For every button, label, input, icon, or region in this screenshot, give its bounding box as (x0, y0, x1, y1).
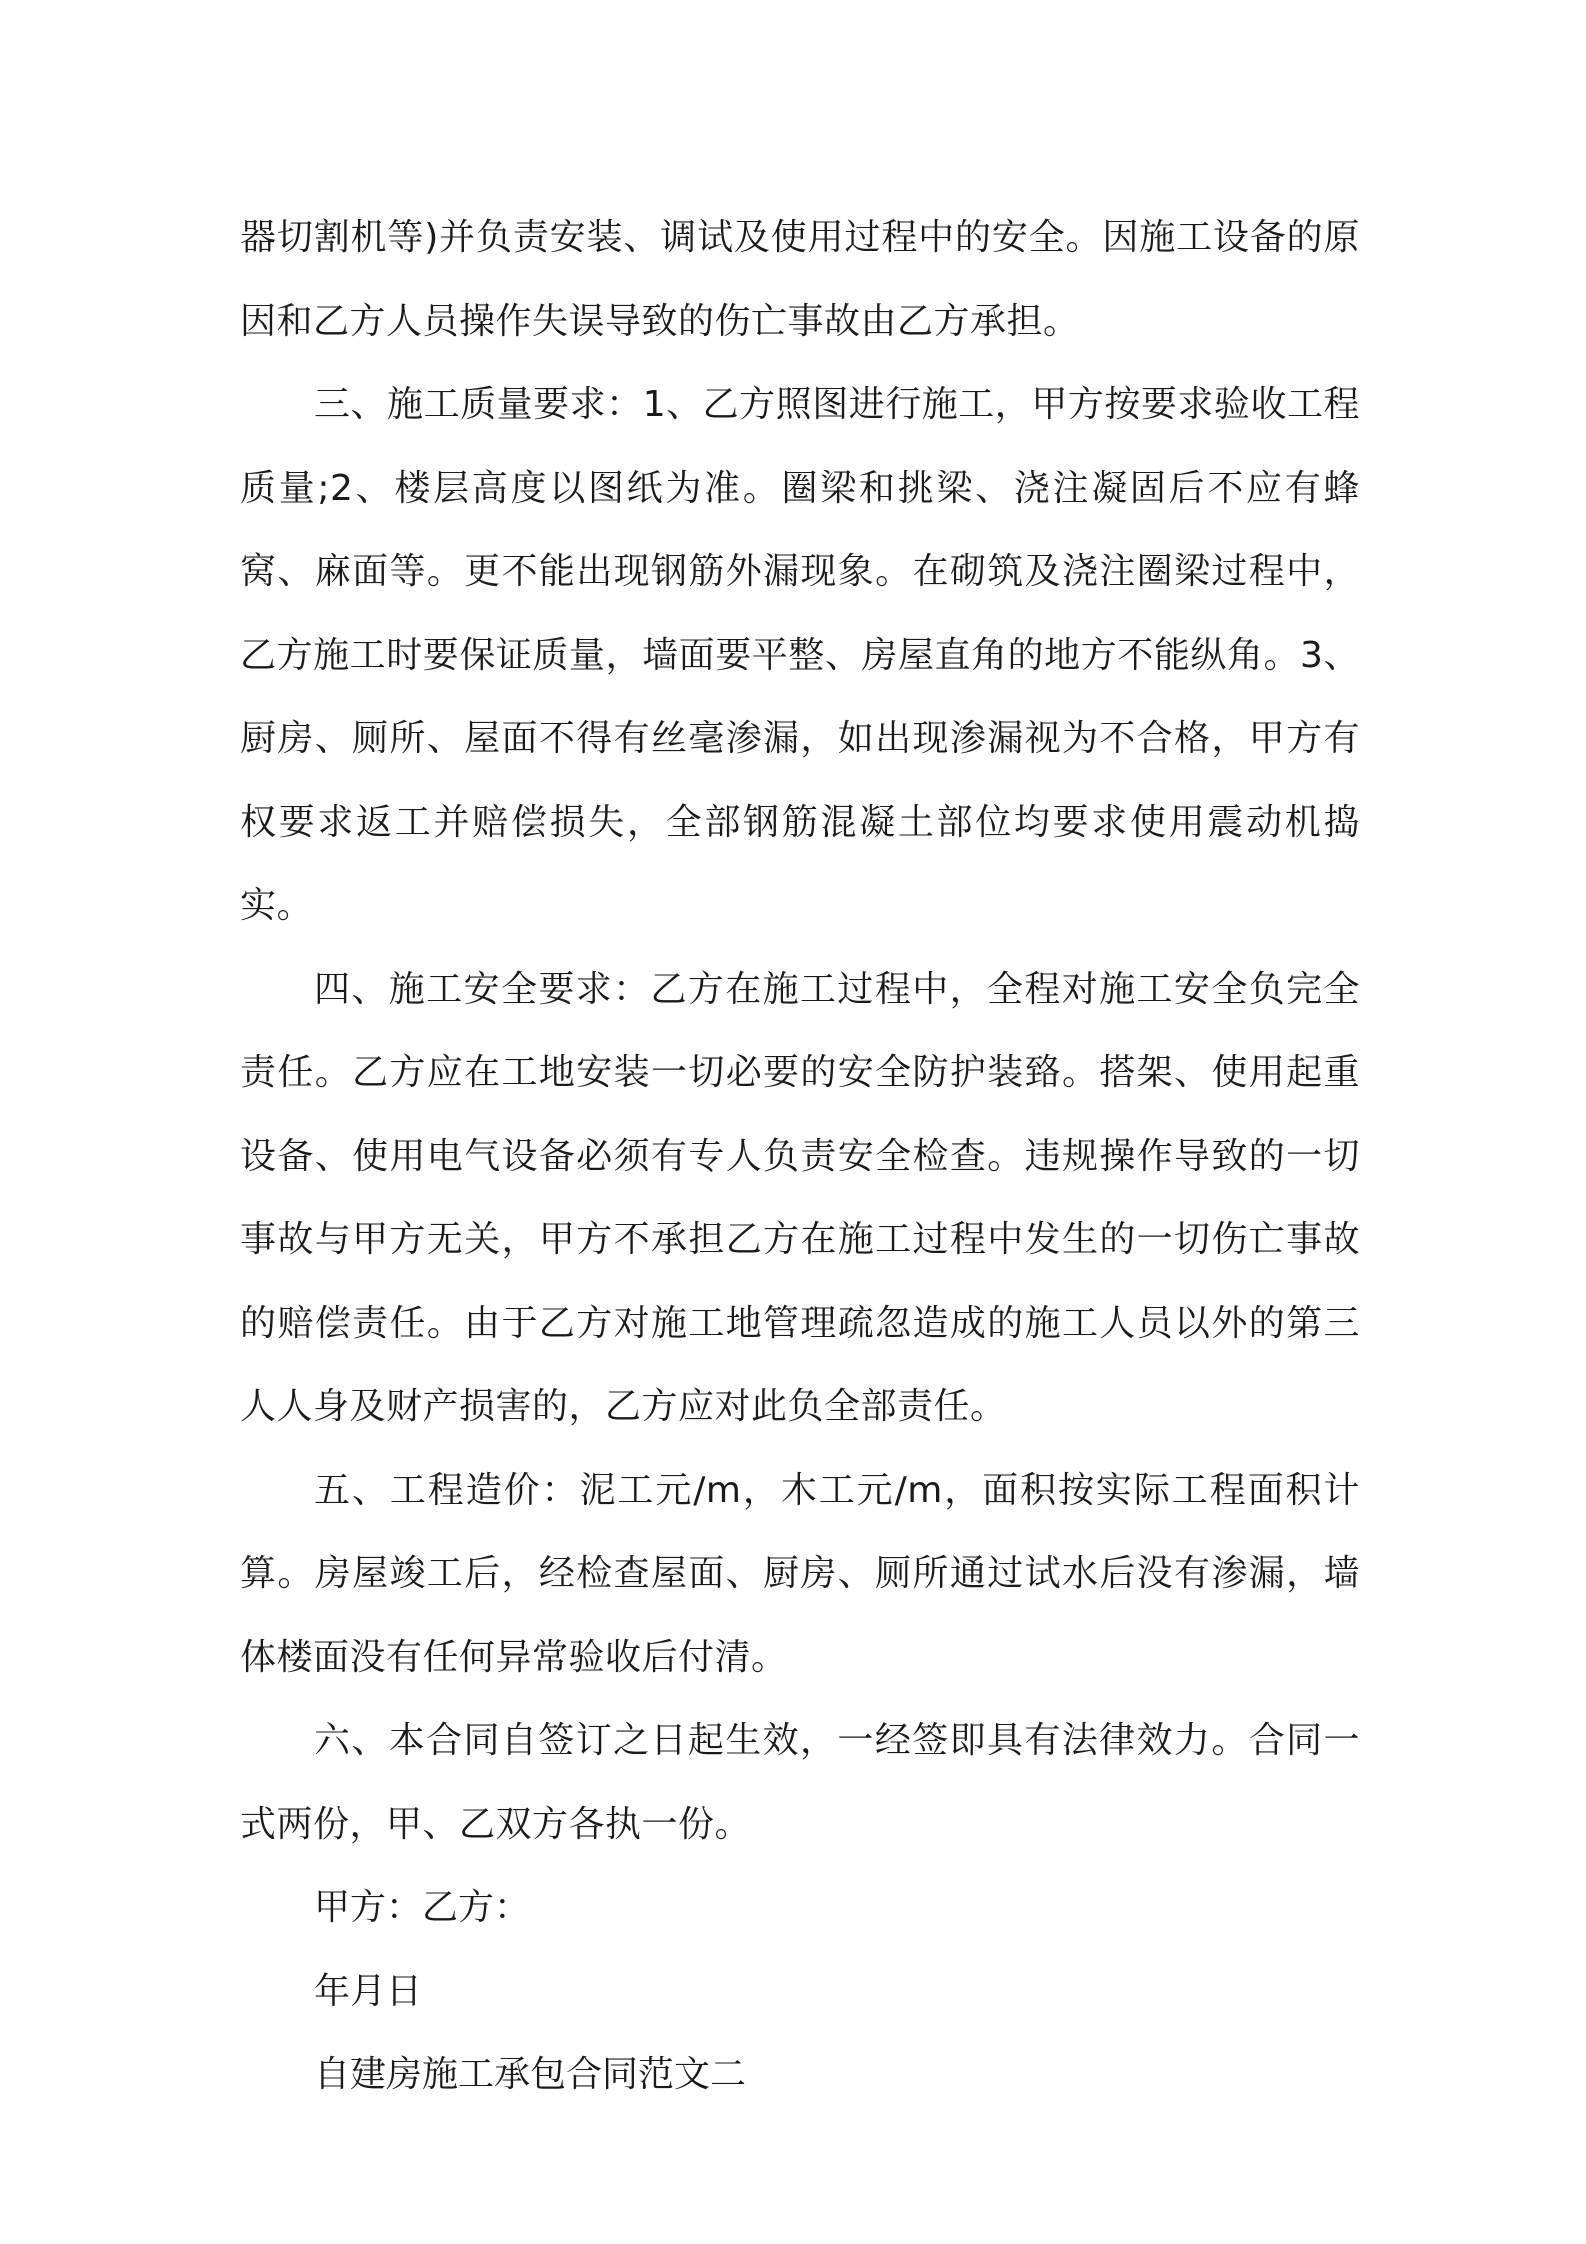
paragraph-contract-effect: 六、本合同自签订之日起生效，一经签即具有法律效力。合同一式两份，甲、乙双方各执一份。 (240, 1720, 1360, 1845)
paragraph-continuation: 器切割机等)并负责安装、调试及使用过程中的安全。因施工设备的原因和乙方人员操作失误导致的伤亡事故由乙方承担。 (240, 217, 1360, 342)
next-contract-title: 自建房施工承包合同范文二 (314, 2054, 747, 2095)
date-line: 年月日 (314, 1970, 423, 2012)
signature-line: 甲方：乙方： (314, 1887, 531, 1928)
document-body (240, 196, 1360, 2117)
paragraph-quality-requirements: 三、施工质量要求：1、乙方照图进行施工，甲方按要求验收工程质量;2、楼层高度以图纸为准。圈梁和挑梁、浇注凝固后不应有蜂窝、麻面等。更不能出现钢筋外漏现象。在砌筑及浇注圈梁过程中，乙方施工时要保证质量，墙面要平整、房屋直角的地方不能纵角。3、厨房、厕所、屋面不得有丝毫渗漏，如出现渗漏视为不合格，甲方有权要求返工并赔偿损失，全部钢筋混凝土部位均要求使用震动机捣实。 (240, 384, 1360, 926)
paragraph-project-cost: 五、工程造价：泥工元/m，木工元/m，面积按实际工程面积计算。房屋竣工后，经检查屋面、厨房、厕所通过试水后没有渗漏，墙体楼面没有任何异常验收后付清。 (240, 1469, 1360, 1678)
paragraph-safety-requirements: 四、施工安全要求：乙方在施工过程中，全程对施工安全负完全责任。乙方应在工地安装一切必要的安全防护装臵。搭架、使用起重设备、使用电气设备必须有专人负责安全检查。违规操作导致的一切事故与甲方无关，甲方不承担乙方在施工过程中发生的一切伤亡事故的赔偿责任。由于乙方对施工地管理疏忽造成的施工人员以外的第三人人身及财产损害的，乙方应对此负全部责任。 (240, 968, 1360, 1427)
